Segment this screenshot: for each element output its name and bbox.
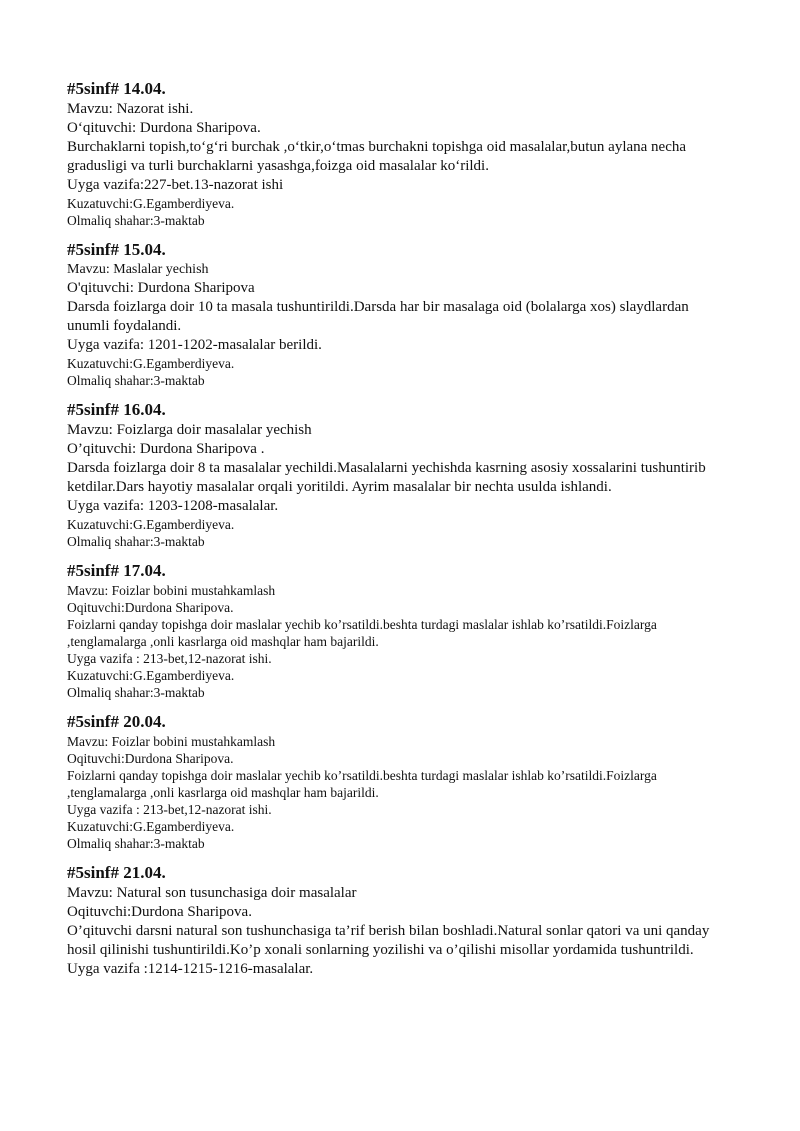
entry-description: Darsda foizlarga doir 10 ta masala tushuntirildi.Darsda har bir masalaga oid (bolalarga xos) slaydlardan unumli foydalandi. [67,299,689,334]
entry-homework: Uyga vazifa :1214-1215-1216-masalalar. [67,961,314,977]
entry-title: #5sinf# 15.04. [67,240,166,259]
entry-school: Olmaliq shahar:3-maktab [67,373,205,388]
entry-observer: Kuzatuvchi:G.Egamberdiyeva. [67,517,235,532]
entry-description: Foizlarni qanday topishga doir maslalar yechib ko’rsatildi.beshta turdagi maslalar ishlab ko’rsatildi.Foizlarga ,tenglamalarga ,onli kasrlarga oid mashqlar ham bajarildi. [67,617,657,649]
document-body [67,78,717,989]
entry-teacher: O’qituvchi: Durdona Sharipova . [67,441,265,457]
lesson-entry [67,711,717,852]
entry-topic: Mavzu: Foizlarga doir masalalar yechish [67,422,312,438]
entry-topic: Mavzu: Maslalar yechish [67,262,209,277]
entry-title: #5sinf# 17.04. [67,561,166,580]
entry-homework: Uyga vazifa: 1203-1208-masalalar. [67,498,279,514]
entry-description: Darsda foizlarga doir 8 ta masalalar yechildi.Masalalarni yechishda kasrning asosiy xossalarini tushuntirib ketdilar.Dars hayotiy masalalar orqali yoritildi. Ayrim masalalar bir nechta usulda ishlandi. [67,460,706,495]
entry-description: Foizlarni qanday topishga doir maslalar yechib ko’rsatildi.beshta turdagi maslalar ishlab ko’rsatildi.Foizlarga ,tenglamalarga ,onli kasrlarga oid mashqlar ham bajarildi. [67,768,657,800]
entry-school: Olmaliq shahar:3-maktab [67,213,205,228]
entry-homework: Uyga vazifa : 213-bet,12-nazorat ishi. [67,651,272,666]
entry-observer: Kuzatuvchi:G.Egamberdiyeva. [67,356,235,371]
lesson-entry [67,399,717,550]
entry-topic: Mavzu: Foizlar bobini mustahkamlash [67,734,276,749]
lesson-entry [67,862,717,979]
entry-homework: Uyga vazifa: 1201-1202-masalalar berildi. [67,337,322,353]
entry-school: Olmaliq shahar:3-maktab [67,836,205,851]
entry-teacher: O‘qituvchi: Durdona Sharipova. [67,120,261,136]
entry-title: #5sinf# 16.04. [67,400,166,419]
entry-description: Burchaklarni topish,to‘g‘ri burchak ,o‘tkir,o‘tmas burchakni topishga oid masalalar,butun aylana necha gradusligi va turli burchaklarni yasashga,foizga oid masalalar ko‘rildi. [67,139,687,174]
entry-topic: Mavzu: Natural son tusunchasiga doir masalalar [67,885,357,901]
entry-description: O’qituvchi darsni natural son tushunchasiga ta’rif berish bilan boshladi.Natural sonlar qatori va uni qanday hosil qilinishi tushuntirildi.Ko’p xonali sonlarning yozilishi va o’qilishi misollar yordamida tushuntrildi. [67,923,710,958]
entry-school: Olmaliq shahar:3-maktab [67,534,205,549]
entry-teacher: Oqituvchi:Durdona Sharipova. [67,751,234,766]
lesson-entry [67,560,717,701]
entry-teacher: Oqituvchi:Durdona Sharipova. [67,904,252,920]
entry-observer: Kuzatuvchi:G.Egamberdiyeva. [67,819,235,834]
entry-observer: Kuzatuvchi:G.Egamberdiyeva. [67,196,235,211]
entry-homework: Uyga vazifa:227-bet.13-nazorat ishi [67,177,284,193]
entry-teacher: O'qituvchi: Durdona Sharipova [67,280,255,296]
entry-observer: Kuzatuvchi:G.Egamberdiyeva. [67,668,235,683]
entry-title: #5sinf# 20.04. [67,712,166,731]
entry-title: #5sinf# 14.04. [67,79,166,98]
entry-school: Olmaliq shahar:3-maktab [67,685,205,700]
lesson-entry [67,239,717,389]
entry-homework: Uyga vazifa : 213-bet,12-nazorat ishi. [67,802,272,817]
entry-topic: Mavzu: Nazorat ishi. [67,101,194,117]
entry-teacher: Oqituvchi:Durdona Sharipova. [67,600,234,615]
entry-title: #5sinf# 21.04. [67,863,166,882]
lesson-entry [67,78,717,229]
entry-topic: Mavzu: Foizlar bobini mustahkamlash [67,583,276,598]
